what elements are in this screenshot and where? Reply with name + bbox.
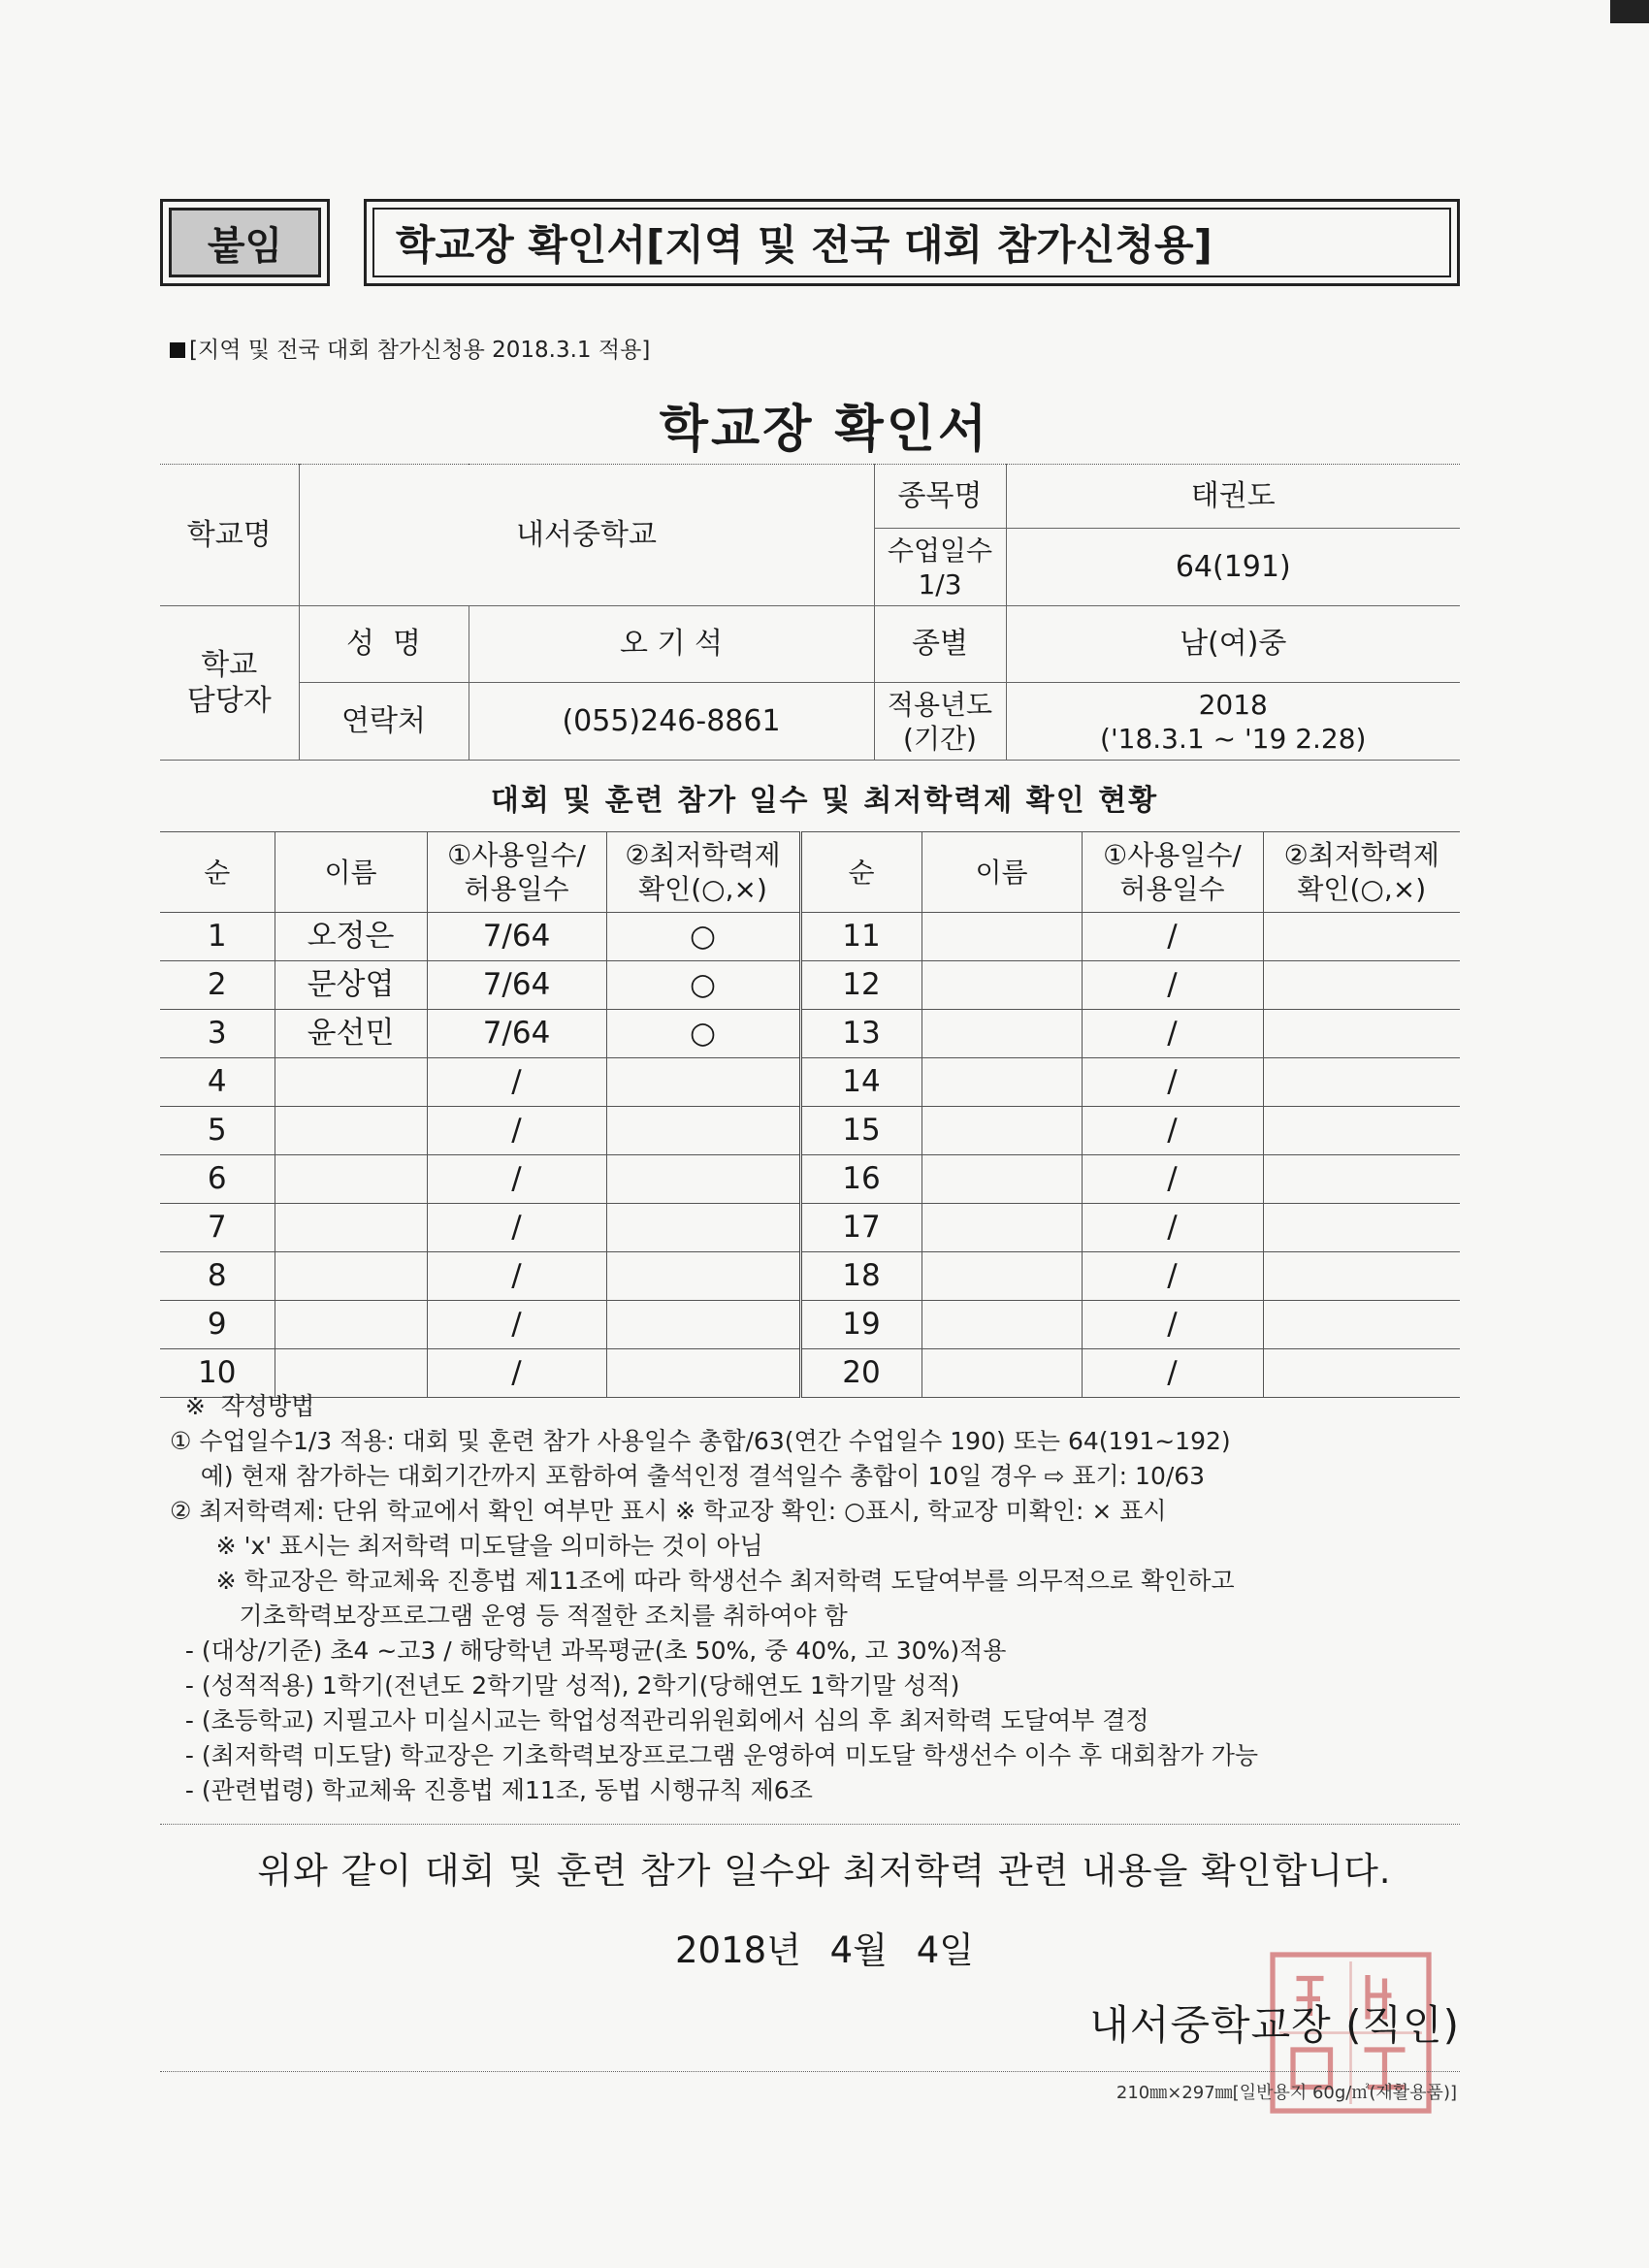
school-value: 내서중학교 xyxy=(299,465,874,606)
row-no: 9 xyxy=(160,1301,275,1349)
document-title: 학교장 확인서 xyxy=(659,401,990,459)
col-no: 순 xyxy=(160,832,275,913)
method-line: ※ 작성방법 xyxy=(170,1392,315,1420)
paper-spec: 210㎜×297㎜[일반용지 60g/㎡(재활용품)] xyxy=(1116,2083,1457,2103)
date-month: 4월 xyxy=(829,1929,888,1971)
col-check: ②최저학력제 확인(○,×) xyxy=(1263,832,1460,913)
scan-shadow xyxy=(1610,0,1649,23)
row-name: 오정은 xyxy=(275,913,427,961)
row-check: ○ xyxy=(606,913,800,961)
row-days: / xyxy=(1082,1252,1263,1301)
participation-table xyxy=(160,831,1460,1398)
row-no: 13 xyxy=(800,1010,922,1058)
col-days: ①사용일수/ 허용일수 xyxy=(1082,832,1263,913)
row-no: 5 xyxy=(160,1107,275,1155)
row-days: / xyxy=(1082,1058,1263,1107)
date-year: 2018년 xyxy=(674,1929,801,1971)
method-line: - (대상/기준) 초4 ~고3 / 해당학년 과목평균(초 50%, 중 40%, 고 30%)적용 xyxy=(170,1636,1007,1665)
row-check xyxy=(606,1058,800,1107)
year-label: 적용년도 (기간) xyxy=(874,683,1006,761)
row-check xyxy=(606,1204,800,1252)
row-name xyxy=(275,1107,427,1155)
row-days: / xyxy=(1082,1107,1263,1155)
method-line: 예) 현재 참가하는 대회기간까지 포함하여 출석인정 결석일수 총합이 10일 경우 ⇨ 표기: 10/63 xyxy=(170,1462,1206,1490)
col-name: 이름 xyxy=(922,832,1082,913)
row-check xyxy=(1263,1107,1460,1155)
form-title-box xyxy=(364,199,1460,286)
row-days: 7/64 xyxy=(427,913,606,961)
row-no: 1 xyxy=(160,913,275,961)
table-row xyxy=(160,961,1460,1010)
header xyxy=(160,199,1460,286)
row-no: 8 xyxy=(160,1252,275,1301)
row-no: 18 xyxy=(800,1252,922,1301)
row-no: 17 xyxy=(800,1204,922,1252)
row-days: 7/64 xyxy=(427,1010,606,1058)
col-name: 이름 xyxy=(275,832,427,913)
row-no: 2 xyxy=(160,961,275,1010)
row-no: 11 xyxy=(800,913,922,961)
table-row xyxy=(160,1155,1460,1204)
row-check xyxy=(1263,913,1460,961)
method-line: - (성적적용) 1학기(전년도 2학기말 성적), 2학기(당해연도 1학기말 성적) xyxy=(170,1671,960,1700)
row-days: / xyxy=(1082,1155,1263,1204)
row-name xyxy=(922,1058,1082,1107)
row-name xyxy=(922,1107,1082,1155)
row-check: ○ xyxy=(606,961,800,1010)
table-row xyxy=(160,1252,1460,1301)
writing-method xyxy=(170,1389,1470,1808)
row-name xyxy=(922,1010,1082,1058)
row-no: 3 xyxy=(160,1010,275,1058)
row-name xyxy=(922,961,1082,1010)
row-no: 12 xyxy=(800,961,922,1010)
signer: 내서중학교장 (직인) xyxy=(1089,2001,1460,2049)
row-no: 4 xyxy=(160,1058,275,1107)
row-no: 15 xyxy=(800,1107,922,1155)
row-days: / xyxy=(427,1155,606,1204)
method-line: ② 최저학력제: 단위 학교에서 확인 여부만 표시 ※ 학교장 확인: ○표시, 학교장 미확인: × 표시 xyxy=(170,1497,1167,1525)
row-check: ○ xyxy=(606,1010,800,1058)
row-no: 16 xyxy=(800,1155,922,1204)
row-check xyxy=(1263,1058,1460,1107)
event-value: 태권도 xyxy=(1006,465,1460,529)
contact-label: 연락처 xyxy=(299,683,469,761)
row-no: 19 xyxy=(800,1301,922,1349)
row-days: / xyxy=(427,1252,606,1301)
row-days: / xyxy=(427,1301,606,1349)
footer-divider xyxy=(160,2071,1460,2072)
gender-value: 남(여)중 xyxy=(1006,606,1460,683)
row-name: 문상엽 xyxy=(275,961,427,1010)
row-name xyxy=(275,1155,427,1204)
row-days: / xyxy=(427,1107,606,1155)
table-row xyxy=(160,1058,1460,1107)
divider xyxy=(160,1824,1460,1825)
row-check xyxy=(1263,1010,1460,1058)
row-name xyxy=(922,1252,1082,1301)
table-row xyxy=(160,1301,1460,1349)
attachment-tag xyxy=(160,199,330,286)
form-title: 학교장 확인서[지역 및 전국 대회 참가신청용] xyxy=(372,208,1451,277)
method-line: - (관련법령) 학교체육 진흥법 제11조, 동법 시행규칙 제6조 xyxy=(170,1776,813,1804)
row-name xyxy=(275,1204,427,1252)
year-value: 2018 ('18.3.1 ~ '19 2.28) xyxy=(1006,683,1460,761)
application-note xyxy=(170,332,650,364)
row-check xyxy=(1263,961,1460,1010)
method-line: - (최저학력 미도달) 학교장은 기초학력보장프로그램 운영하여 미도달 학생선수 이수 후 대회참가 가능 xyxy=(170,1741,1258,1769)
table-row xyxy=(160,913,1460,961)
date-day: 4일 xyxy=(916,1929,975,1971)
name-label: 성 명 xyxy=(299,606,469,683)
method-line: - (초등학교) 지필고사 미실시교는 학업성적관리위원회에서 심의 후 최저학력 도달여부 결정 xyxy=(170,1706,1149,1734)
row-check xyxy=(1263,1301,1460,1349)
confirmation-statement: 위와 같이 대회 및 훈련 참가 일수와 최저학력 관련 내용을 확인합니다. xyxy=(257,1850,1392,1892)
col-check: ②최저학력제 확인(○,×) xyxy=(606,832,800,913)
section-title: 대회 및 훈련 참가 일수 및 최저학력제 확인 현황 xyxy=(490,784,1159,818)
row-name xyxy=(922,1204,1082,1252)
school-label: 학교명 xyxy=(160,465,299,606)
row-check xyxy=(1263,1155,1460,1204)
attachment-tag-label: 붙임 xyxy=(169,208,321,277)
row-check xyxy=(606,1252,800,1301)
row-days: / xyxy=(427,1058,606,1107)
table-header-row xyxy=(160,832,1460,913)
method-line: ※ 학교장은 학교체육 진흥법 제11조에 따라 학생선수 최저학력 도달여부를 의무적으로 확인하고 xyxy=(170,1567,1235,1595)
row-no: 6 xyxy=(160,1155,275,1204)
row-days: / xyxy=(1082,1301,1263,1349)
row-days: / xyxy=(427,1349,606,1398)
method-line: ※ 'x' 표시는 최저학력 미도달을 의미하는 것이 아님 xyxy=(170,1532,763,1560)
manager-label: 학교 담당자 xyxy=(160,606,299,761)
row-days: / xyxy=(1082,1349,1263,1398)
row-days: / xyxy=(1082,913,1263,961)
name-value: 오 기 석 xyxy=(469,606,874,683)
row-name xyxy=(275,1058,427,1107)
class-days-value: 64(191) xyxy=(1006,529,1460,606)
row-no: 10 xyxy=(160,1349,275,1398)
event-label: 종목명 xyxy=(874,465,1006,529)
col-days: ①사용일수/ 허용일수 xyxy=(427,832,606,913)
table-row xyxy=(160,1204,1460,1252)
row-days: 7/64 xyxy=(427,961,606,1010)
row-days: / xyxy=(427,1204,606,1252)
col-no: 순 xyxy=(800,832,922,913)
row-days: / xyxy=(1082,1010,1263,1058)
row-no: 14 xyxy=(800,1058,922,1107)
method-line: 기초학력보장프로그램 운영 등 적절한 조치를 취하여야 함 xyxy=(170,1602,848,1630)
row-check xyxy=(1263,1204,1460,1252)
application-note-text: [지역 및 전국 대회 참가신청용 2018.3.1 적용] xyxy=(189,338,651,363)
row-check xyxy=(606,1301,800,1349)
info-table xyxy=(160,464,1460,761)
row-check xyxy=(1263,1252,1460,1301)
row-name xyxy=(922,913,1082,961)
table-row xyxy=(160,1107,1460,1155)
row-no: 7 xyxy=(160,1204,275,1252)
row-name: 윤선민 xyxy=(275,1010,427,1058)
contact-value: (055)246-8861 xyxy=(469,683,874,761)
table-row xyxy=(160,1010,1460,1058)
row-days: / xyxy=(1082,1204,1263,1252)
row-name xyxy=(275,1252,427,1301)
method-line: ① 수업일수1/3 적용: 대회 및 훈련 참가 사용일수 총합/63(연간 수업일수 190) 또는 64(191~192) xyxy=(170,1427,1231,1455)
row-days: / xyxy=(1082,961,1263,1010)
class-days-label: 수업일수 1/3 xyxy=(874,529,1006,606)
square-bullet-icon xyxy=(170,342,185,358)
gender-label: 종별 xyxy=(874,606,1006,683)
row-no: 20 xyxy=(800,1349,922,1398)
row-name xyxy=(922,1301,1082,1349)
row-check xyxy=(606,1107,800,1155)
row-name xyxy=(275,1301,427,1349)
row-check xyxy=(606,1155,800,1204)
row-name xyxy=(922,1155,1082,1204)
